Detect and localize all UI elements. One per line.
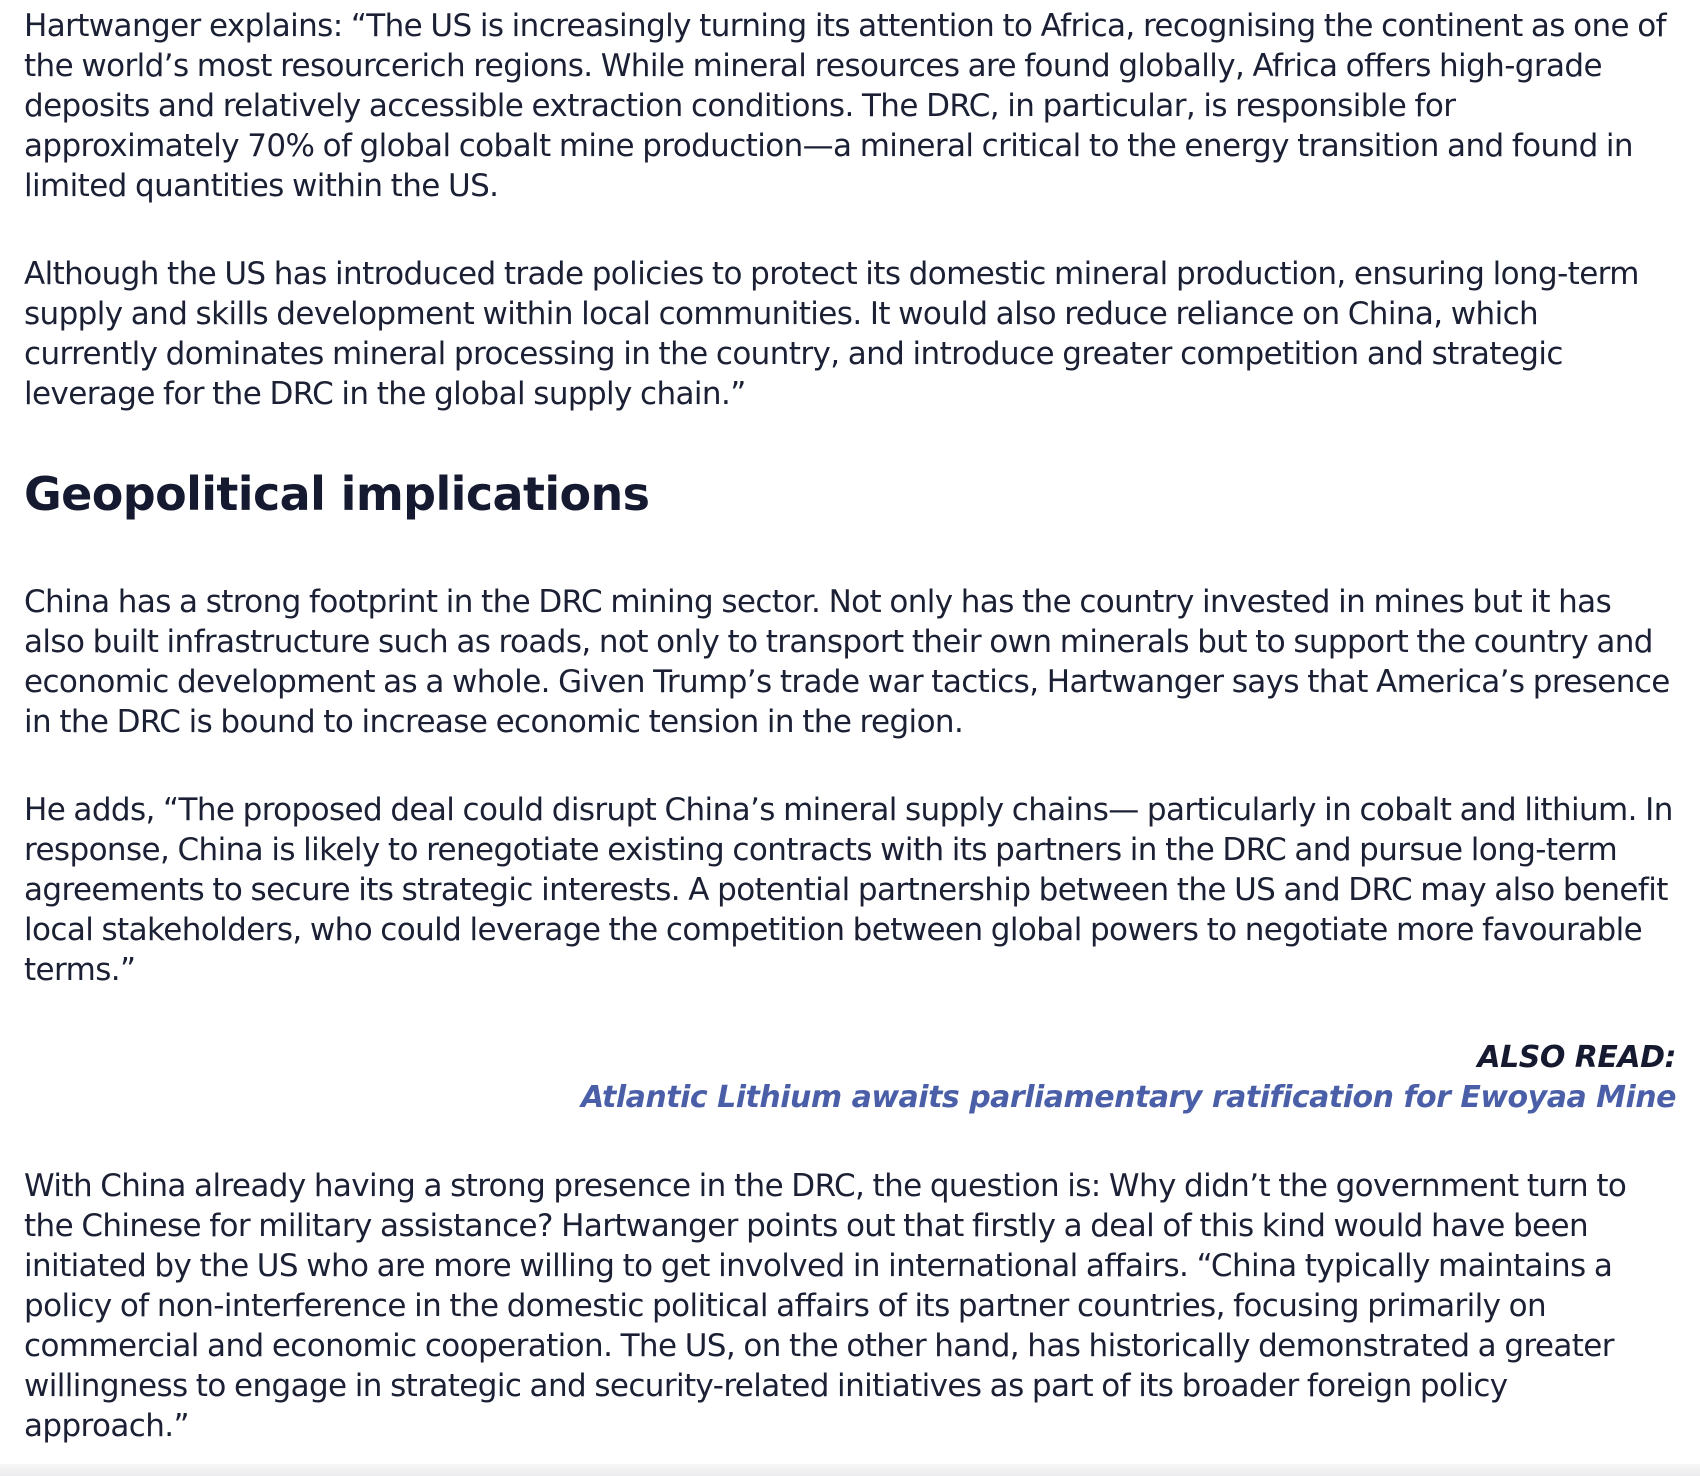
article-body (24, 6, 1676, 1446)
article-paragraph: Although the US has introduced trade policies to protect its domestic mineral production, ensuring long-term supply and skills development within local communities. It would also reduce reliance on China, which currently dominates mineral processing in the country, and introduce greater competition and strategic leverage for the DRC in the global supply chain.” (24, 256, 1639, 412)
article-paragraph: With China already having a strong presence in the DRC, the question is: Why didn’t the government turn to the Chinese for military assistance? Hartwanger points out that firstly a deal of this kind would have been initiated by the US who are more willing to get involved in international affairs. “China typically maintains a policy of non-interference in the domestic political affairs of its partner countries, focusing primarily on commercial and economic cooperation. The US, on the other hand, has historically demonstrated a greater willingness to engage in strategic and security-related initiatives as part of its broader foreign policy approach.” (24, 1168, 1627, 1444)
also-read-box (24, 1038, 1676, 1118)
also-read-link[interactable]: Atlantic Lithium awaits parliamentary ratification for Ewoyaa Mine (580, 1080, 1676, 1115)
article-paragraph: Hartwanger explains: “The US is increasingly turning its attention to Africa, recognising the continent as one of the world’s most resourcerich regions. While mineral resources are found globally, Africa offers high-grade deposits and relatively accessible extraction conditions. The DRC, in particular, is responsible for approximately 70% of global cobalt mine production—a mineral critical to the energy transition and found in limited quantities within the US. (24, 8, 1666, 204)
also-read-label: ALSO READ: (1477, 1040, 1676, 1075)
section-heading: Geopolitical implications (24, 467, 650, 521)
article-paragraph: He adds, “The proposed deal could disrupt China’s mineral supply chains— particularly in cobalt and lithium. In response, China is likely to renegotiate existing contracts with its partners in the DRC and pursue long-term agreements to secure its strategic interests. A potential partnership between the US and DRC may also benefit local stakeholders, who could leverage the competition between global powers to negotiate more favourable terms.” (24, 792, 1673, 988)
page-bottom-edge (0, 1464, 1700, 1476)
article-paragraph: China has a strong footprint in the DRC mining sector. Not only has the country invested in mines but it has also built infrastructure such as roads, not only to transport their own minerals but to support the country and economic development as a whole. Given Trump’s trade war tactics, Hartwanger says that America’s presence in the DRC is bound to increase economic tension in the region. (24, 584, 1670, 740)
